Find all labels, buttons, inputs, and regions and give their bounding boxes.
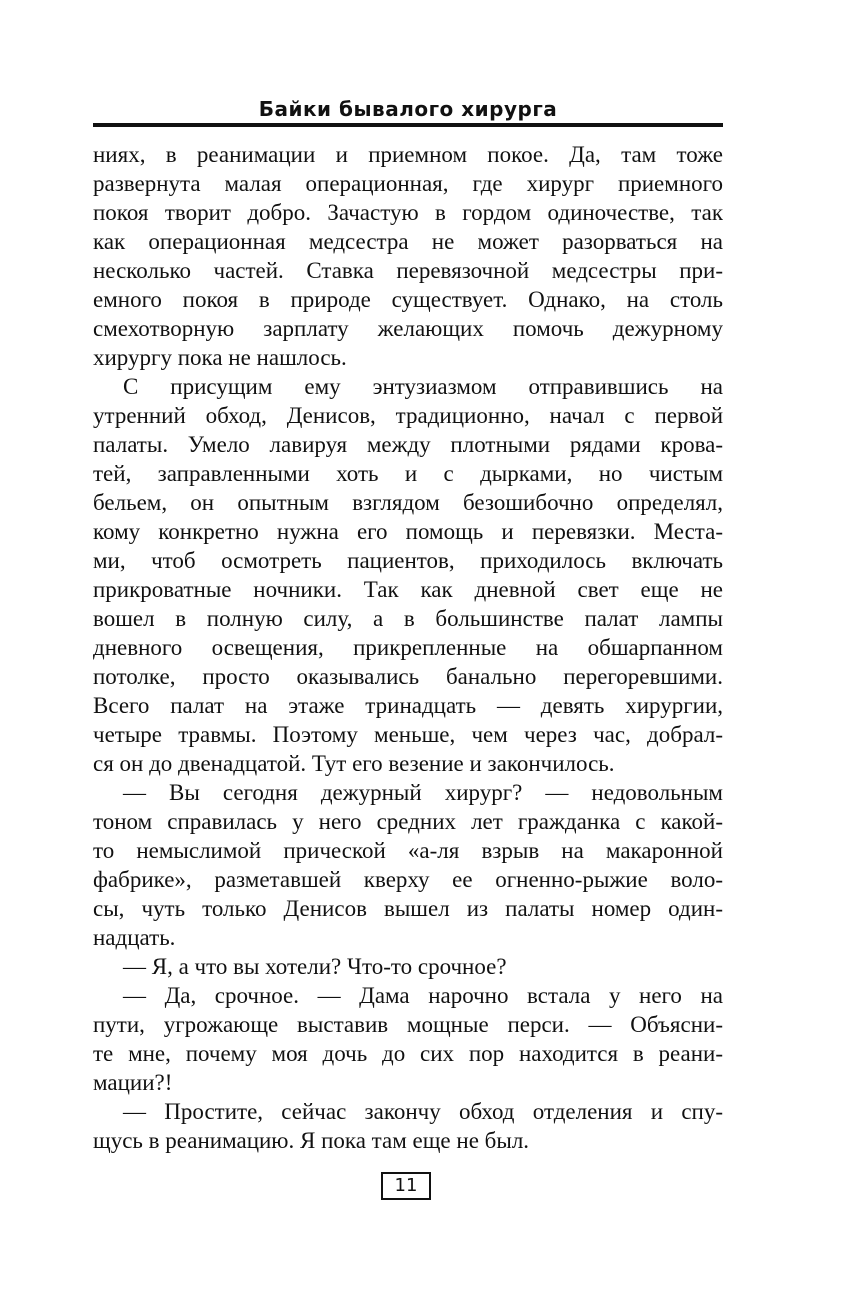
text-line: дневного освещения, прикрепленные на обшарпанном — [93, 635, 723, 660]
text-line: ся он до двенадцатой. Тут его везение и закончилось. — [93, 751, 615, 776]
text-line: ниях, в реанимации и приемном покое. Да, там тоже — [93, 142, 723, 167]
page-number: 11 — [381, 1172, 431, 1200]
text-line: тоном справилась у него средних лет гражданка с какой- — [93, 809, 723, 834]
text-line: развернута малая операционная, где хирург приемного — [93, 171, 723, 196]
text-line: утренний обход, Денисов, традиционно, начал с первой — [93, 403, 723, 428]
text-line: смехотворную зарплату желающих помочь дежурному — [93, 316, 723, 341]
text-line: — Да, срочное. — Дама нарочно встала у него на — [123, 983, 723, 1008]
text-line: бельем, он опытным взглядом безошибочно определял, — [93, 490, 723, 515]
running-header-title: Байки бывалого хирурга — [258, 97, 558, 121]
header-rule — [93, 123, 723, 127]
text-line: кому конкретно нужна его помощь и перевязки. Места- — [93, 519, 723, 544]
text-line: щусь в реанимацию. Я пока там еще не был. — [93, 1128, 530, 1153]
text-line: то немыслимой прической «а-ля взрыв на макаронной — [93, 838, 723, 863]
text-line: — Я, а что вы хотели? Что-то срочное? — [123, 954, 507, 979]
text-line: — Вы сегодня дежурный хирург? — недовольным — [123, 780, 723, 805]
text-line: надцать. — [93, 925, 176, 950]
text-line: тей, заправленными хоть и с дырками, но чистым — [93, 461, 723, 486]
text-line: хирургу пока не нашлось. — [93, 345, 347, 370]
text-line: как операционная медсестра не может разорваться на — [93, 229, 723, 254]
text-line: четыре травмы. Поэтому меньше, чем через час, добрал- — [93, 722, 723, 747]
text-line: пути, угрожающе выставив мощные перси. — Объясни- — [93, 1012, 723, 1037]
text-line: те мне, почему моя дочь до сих пор находится в реани- — [93, 1041, 723, 1066]
text-line: Всего палат на этаже тринадцать — девять хирургии, — [93, 693, 723, 718]
text-line: потолке, просто оказывались банально перегоревшими. — [93, 664, 723, 689]
text-line: мации?! — [93, 1070, 173, 1095]
text-line: вошел в полную силу, а в большинстве палат лампы — [93, 606, 723, 631]
text-line: сы, чуть только Денисов вышел из палаты номер один- — [93, 896, 723, 921]
text-line: прикроватные ночники. Так как дневной свет еще не — [93, 577, 723, 602]
text-line: С присущим ему энтузиазмом отправившись на — [123, 374, 723, 399]
text-line: несколько частей. Ставка перевязочной медсестры при- — [93, 258, 723, 283]
text-line: — Простите, сейчас закончу обход отделения и спу- — [123, 1099, 723, 1124]
text-line: палаты. Умело лавируя между плотными рядами крова- — [93, 432, 723, 457]
text-line: емного покоя в природе существует. Однако, на столь — [93, 287, 723, 312]
text-line: фабрике», разметавшей кверху ее огненно-рыжие воло- — [93, 867, 723, 892]
text-line: покоя творит добро. Зачастую в гордом одиночестве, так — [93, 200, 723, 225]
text-line: ми, чтоб осмотреть пациентов, приходилось включать — [93, 548, 723, 573]
page-body — [93, 140, 723, 1155]
